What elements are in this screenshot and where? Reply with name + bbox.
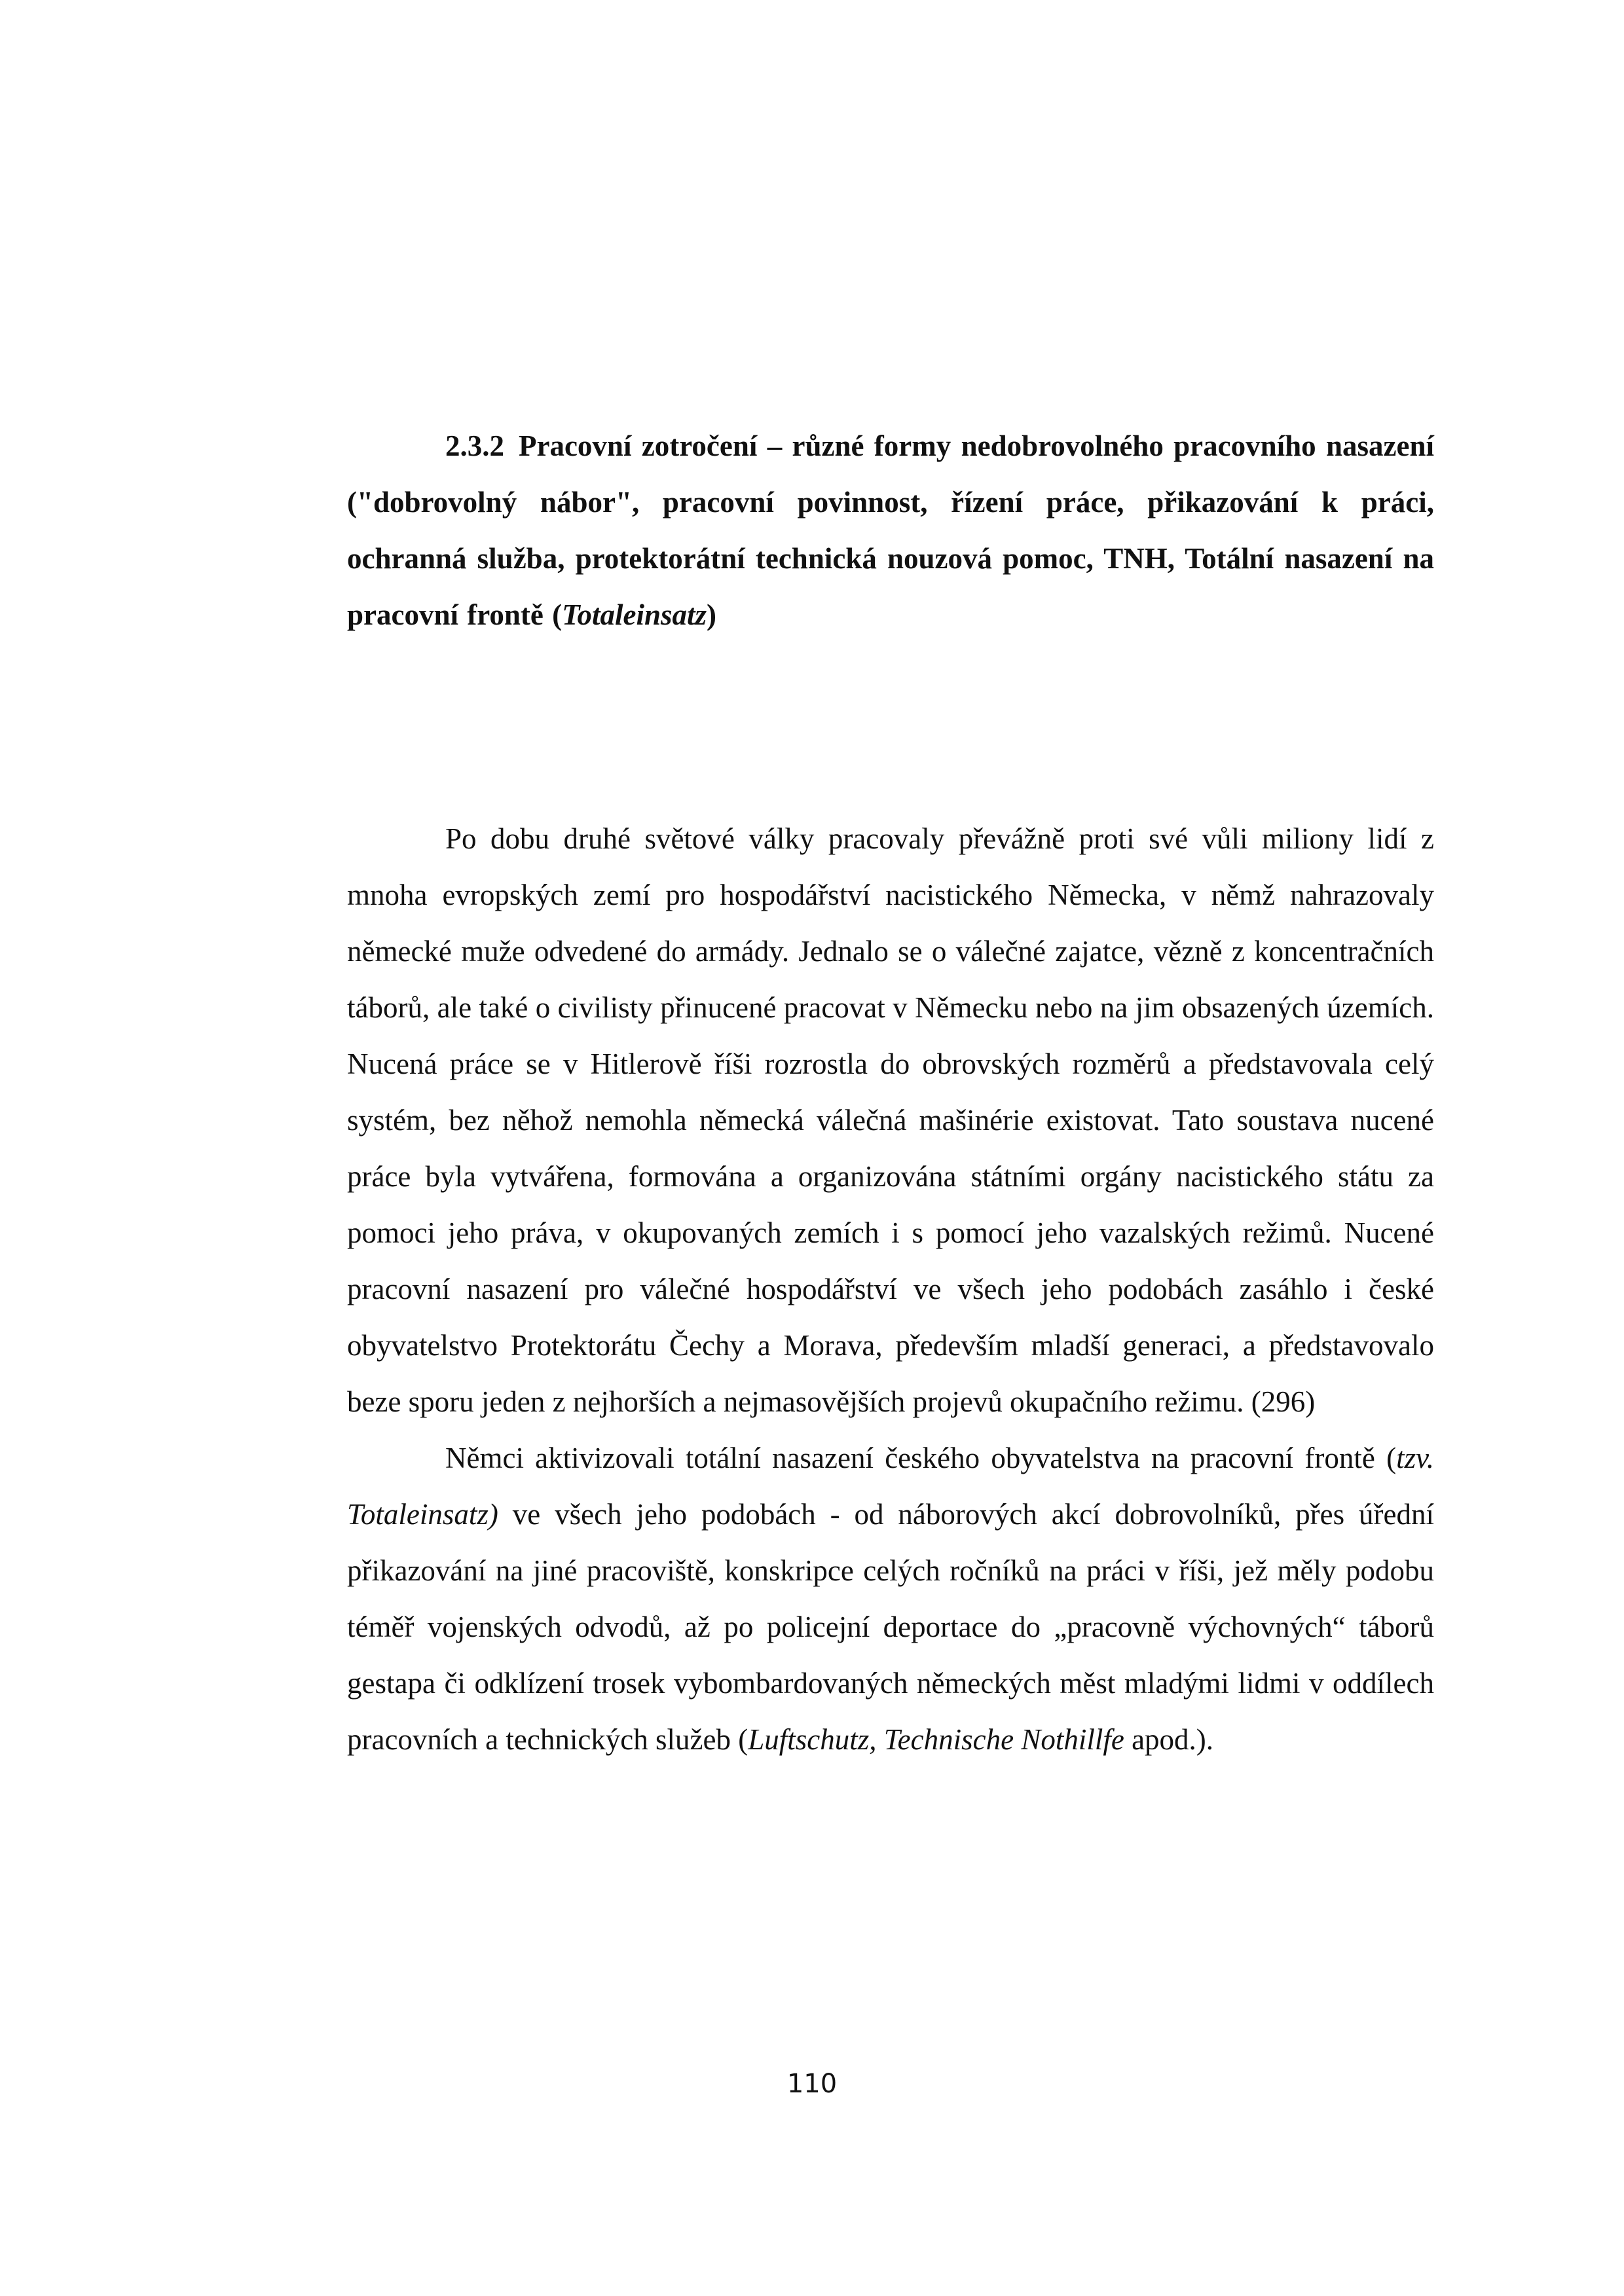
paragraph-2-text-a: Němci aktivizovali totální nasazení českého obyvatelstva na pracovní frontě (: [445, 1442, 1397, 1474]
paragraph-2-italic-b: Luftschutz, Technische Nothillfe: [748, 1723, 1124, 1756]
section-number: 2.3.2: [445, 429, 504, 462]
section-title-italic: Totaleinsatz: [562, 598, 707, 631]
paragraph-2-text-b: ve všech jeho podobách - od náborových akcí dobrovolníků, přes úřední přikazování na jiné pracoviště, konskripce celých ročníků na práci v říši, jež měly podobu téměř vojenských odvodů, až po policejní deportace do „pracovně výchovných“ táborů gestapa či odklízení trosek vybombardovaných německých měst mladými lidmi v oddílech pracovních a technických služeb (: [347, 1498, 1434, 1756]
section-heading: [347, 418, 1434, 643]
section-title-closing: ): [707, 598, 717, 631]
page-number: 110: [786, 2069, 838, 2099]
paragraph-1: Po dobu druhé světové války pracovaly převážně proti své vůli miliony lidí z mnoha evropských zemí pro hospodářství nacistického Německa, v němž nahrazovaly německé muže odvedené do armády. Jednalo se o válečné zajatce, vězně z koncentračních táborů, ale také o civilisty přinucené pracovat v Německu nebo na jim obsazených územích. Nucená práce se v Hitlerově říši rozrostla do obrovských rozměrů a představovala celý systém, bez něhož nemohla německá válečná mašinérie existovat. Tato soustava nucené práce byla vytvářena, formována a organizována státními orgány nacistického státu za pomoci jeho práva, v okupovaných zemích i s pomocí jeho vazalských režimů. Nucené pracovní nasazení pro válečné hospodářství ve všech jeho podobách zasáhlo i české obyvatelstvo Protektorátu Čechy a Morava, především mladší generaci, a představovalo beze sporu jeden z nejhorších a nejmasovějších projevů okupačního režimu. (296): [347, 822, 1434, 1418]
section-title-text: Pracovní zotročení – různé formy nedobrovolného pracovního nasazení ("dobrovolný nábor", pracovní povinnost, řízení práce, přikazování k práci, ochranná služba, protektorátní technická nouzová pomoc, TNH, Totální nasazení na pracovní frontě (: [347, 429, 1434, 631]
body-text: [347, 811, 1434, 1768]
paragraph-2-text-c: apod.).: [1124, 1723, 1214, 1756]
paragraph-2-italic-a: tzv. Totaleinsatz): [347, 1442, 1434, 1531]
paragraph-2: [347, 1430, 1434, 1768]
